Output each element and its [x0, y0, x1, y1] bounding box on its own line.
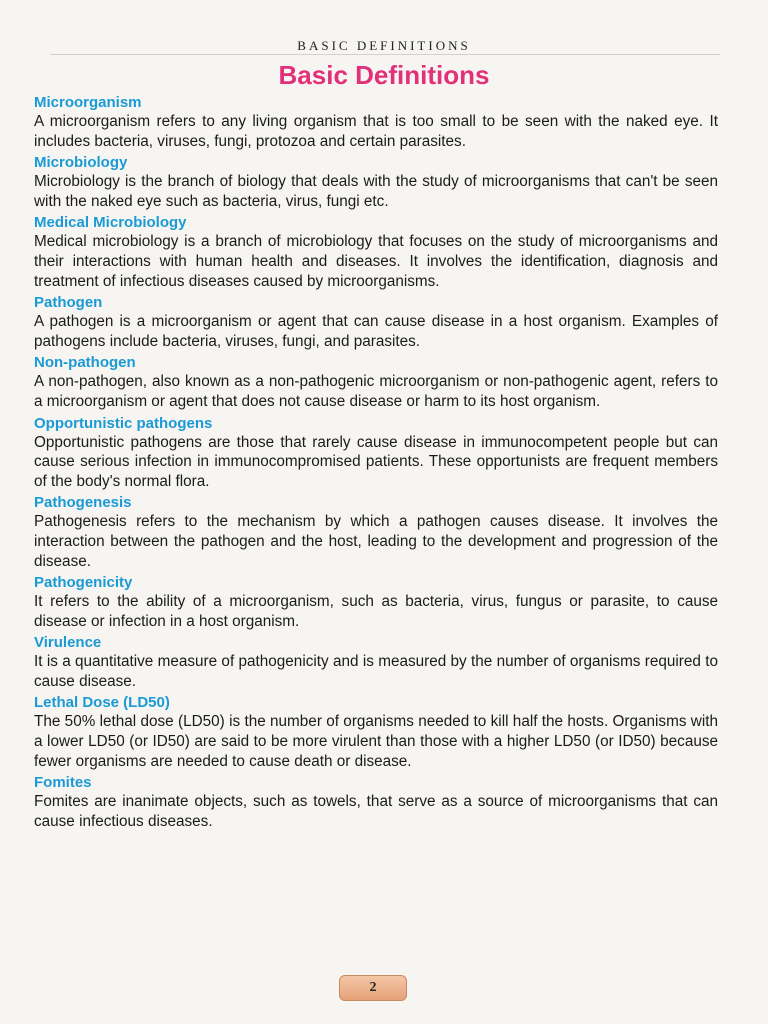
header-divider [50, 54, 720, 55]
term-heading: Pathogen [34, 294, 103, 312]
term-heading: Virulence [34, 634, 102, 652]
page-title: Basic Definitions [278, 60, 490, 90]
term-heading: Pathogenesis [34, 494, 132, 512]
term-definition: Pathogenesis refers to the mechanism by which a pathogen causes disease. It involves the interaction between the pathogen and the host, leading to the development and progression of the disease. [34, 513, 718, 570]
definitions-list [34, 94, 718, 834]
term-definition: Fomites are inanimate objects, such as towels, that serve as a source of microorganisms that can cause infectious diseases. [34, 793, 718, 830]
definition-opportunistic-pathogens [34, 415, 718, 492]
term-definition: Microbiology is the branch of biology that deals with the study of microorganisms that can't be seen with the naked eye such as bacteria, virus, fungi etc. [34, 173, 718, 210]
term-heading: Medical Microbiology [34, 214, 187, 232]
term-definition: A pathogen is a microorganism or agent that can cause disease in a host organism. Examples of pathogens include bacteria, viruses, fungi, and parasites. [34, 313, 718, 350]
term-definition: A microorganism refers to any living organism that is too small to be seen with the naked eye. It includes bacteria, viruses, fungi, protozoa and certain parasites. [34, 113, 718, 150]
definition-pathogen [34, 294, 718, 351]
running-header: BASIC DEFINITIONS [297, 38, 471, 53]
term-definition: The 50% lethal dose (LD50) is the number of organisms needed to kill half the hosts. Organisms with a lower LD50 (or ID50) are said to be more virulent than those with a higher LD50 (or ID50) because fewer organisms are needed to cause death or disease. [34, 713, 718, 770]
term-heading: Lethal Dose (LD50) [34, 694, 170, 712]
term-definition: A non-pathogen, also known as a non-pathogenic microorganism or non-pathogenic agent, refers to a microorganism or agent that does not cause disease or harm to its host organism. [34, 373, 718, 410]
definition-microorganism [34, 94, 718, 151]
definition-lethal-dose [34, 694, 718, 771]
term-definition: Medical microbiology is a branch of microbiology that focuses on the study of microorganisms and their interactions with human health and diseases. It involves the identification, diagnosis and treatment of infectious diseases caused by microorganisms. [34, 233, 718, 290]
term-heading: Pathogenicity [34, 574, 133, 592]
definition-fomites [34, 774, 718, 831]
term-heading: Fomites [34, 774, 92, 792]
definition-non-pathogen [34, 354, 718, 411]
term-definition: It refers to the ability of a microorganism, such as bacteria, virus, fungus or parasite, to cause disease or infection in a host organism. [34, 593, 718, 630]
definition-virulence [34, 634, 718, 691]
page-number-badge: 2 [339, 975, 407, 1001]
term-definition: Opportunistic pathogens are those that rarely cause disease in immunocompetent people but can cause serious infection in immunocompromised patients. These opportunists are frequent members of the body's normal flora. [34, 433, 718, 490]
definition-medical-microbiology [34, 214, 718, 291]
term-heading: Opportunistic pathogens [34, 414, 213, 432]
definition-microbiology [34, 154, 718, 211]
term-heading: Microbiology [34, 154, 128, 172]
term-heading: Microorganism [34, 94, 142, 111]
term-heading: Non-pathogen [34, 354, 136, 372]
definition-pathogenesis [34, 494, 718, 571]
term-definition: It is a quantitative measure of pathogenicity and is measured by the number of organisms required to cause disease. [34, 653, 718, 690]
definition-pathogenicity [34, 574, 718, 631]
